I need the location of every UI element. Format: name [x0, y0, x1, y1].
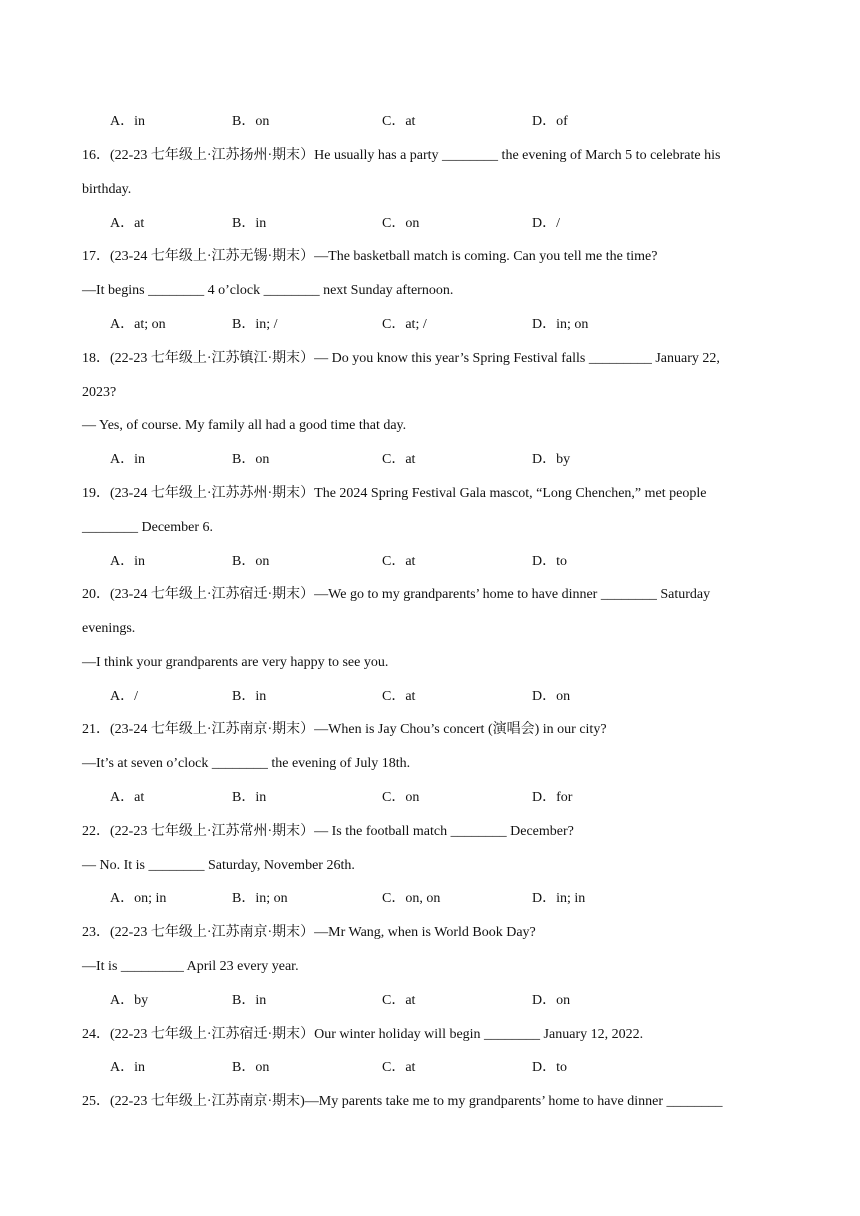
question-18-line-1: 18．(22-23 七年级上·江苏镇江·期末）— Do you know this year’s Spring Festival falls _________ January 22, — [82, 351, 720, 366]
options-row-q24 — [0, 1059, 860, 1077]
option-a: A．in — [110, 1060, 145, 1075]
option-d: D．for — [532, 790, 573, 805]
option-d: D．in; on — [532, 317, 589, 332]
option-c: C．at — [382, 114, 416, 129]
option-c: C．on, on — [382, 891, 441, 906]
question-18-line-3: — Yes, of course. My family all had a good time that day. — [82, 418, 407, 433]
options-row-q16 — [0, 215, 860, 233]
option-d: D．on — [532, 689, 571, 704]
question-20-line-2: evenings. — [82, 621, 136, 636]
question-23-line-2: —It is _________ April 23 every year. — [82, 959, 299, 974]
question-19-line-1: 19．(23-24 七年级上·江苏苏州·期末）The 2024 Spring Festival Gala mascot, “Long Chenchen,” met people — [82, 486, 707, 501]
option-d: D．to — [532, 1060, 567, 1075]
option-b: B．in; / — [232, 317, 278, 332]
options-row-q17 — [0, 316, 860, 334]
option-b: B．in — [232, 790, 267, 805]
option-c: C．at — [382, 1060, 416, 1075]
option-d: D．in; in — [532, 891, 586, 906]
question-20-line-1: 20．(23-24 七年级上·江苏宿迁·期末）—We go to my grandparents’ home to have dinner ________ Saturday — [82, 587, 711, 602]
question-17-line-2: —It begins ________ 4 o’clock ________ next Sunday afternoon. — [82, 283, 454, 298]
option-a: A．at — [110, 790, 145, 805]
question-24-line-1: 24．(22-23 七年级上·江苏宿迁·期末）Our winter holiday will begin ________ January 12, 2022. — [82, 1027, 644, 1042]
option-d: D．/ — [532, 216, 560, 231]
question-23-line-1: 23．(22-23 七年级上·江苏南京·期末）—Mr Wang, when is World Book Day? — [82, 925, 536, 940]
option-b: B．on — [232, 452, 270, 467]
option-b: B．in — [232, 993, 267, 1008]
option-c: C．at — [382, 452, 416, 467]
question-18-line-2: 2023? — [82, 385, 117, 400]
question-21-line-1: 21．(23-24 七年级上·江苏南京·期末）—When is Jay Chou’s concert (演唱会) in our city? — [82, 722, 607, 737]
question-20-line-3: —I think your grandparents are very happy to see you. — [82, 655, 389, 670]
option-a: A．on; in — [110, 891, 167, 906]
option-d: D．on — [532, 993, 571, 1008]
option-b: B．in — [232, 689, 267, 704]
option-b: B．on — [232, 114, 270, 129]
options-row-q23 — [0, 992, 860, 1010]
option-d: D．to — [532, 554, 567, 569]
option-a: A．in — [110, 452, 145, 467]
option-c: C．at — [382, 993, 416, 1008]
option-b: B．on — [232, 1060, 270, 1075]
question-19-line-2: ________ December 6. — [82, 520, 214, 535]
options-row-q20 — [0, 688, 860, 706]
question-22-line-2: — No. It is ________ Saturday, November 26th. — [82, 858, 355, 873]
options-row-q15 — [0, 113, 860, 131]
question-16-line-1: 16．(22-23 七年级上·江苏扬州·期末）He usually has a party ________ the evening of March 5 to celebrate his — [82, 148, 721, 163]
option-b: B．in — [232, 216, 267, 231]
options-row-q22 — [0, 890, 860, 908]
options-row-q21 — [0, 789, 860, 807]
question-17-line-1: 17．(23-24 七年级上·江苏无锡·期末）—The basketball match is coming. Can you tell me the time? — [82, 249, 658, 264]
question-21-line-2: —It’s at seven o’clock ________ the evening of July 18th. — [82, 756, 411, 771]
option-a: A．in — [110, 554, 145, 569]
question-22-line-1: 22．(22-23 七年级上·江苏常州·期末）— Is the football match ________ December? — [82, 824, 574, 839]
option-c: C．on — [382, 790, 420, 805]
option-c: C．at — [382, 554, 416, 569]
option-d: D．by — [532, 452, 571, 467]
option-c: C．on — [382, 216, 420, 231]
question-16-line-2: birthday. — [82, 182, 132, 197]
option-a: A．at — [110, 216, 145, 231]
option-b: B．on — [232, 554, 270, 569]
options-row-q18 — [0, 451, 860, 469]
question-25-line-1: 25．(22-23 七年级上·江苏南京·期末)—My parents take me to my grandparents’ home to have dinner ________ — [82, 1094, 723, 1109]
option-a: A．at; on — [110, 317, 166, 332]
options-row-q19 — [0, 553, 860, 571]
option-b: B．in; on — [232, 891, 288, 906]
option-a: A．by — [110, 993, 149, 1008]
option-c: C．at — [382, 689, 416, 704]
option-d: D．of — [532, 114, 568, 129]
option-c: C．at; / — [382, 317, 427, 332]
option-a: A．/ — [110, 689, 138, 704]
option-a: A．in — [110, 114, 145, 129]
